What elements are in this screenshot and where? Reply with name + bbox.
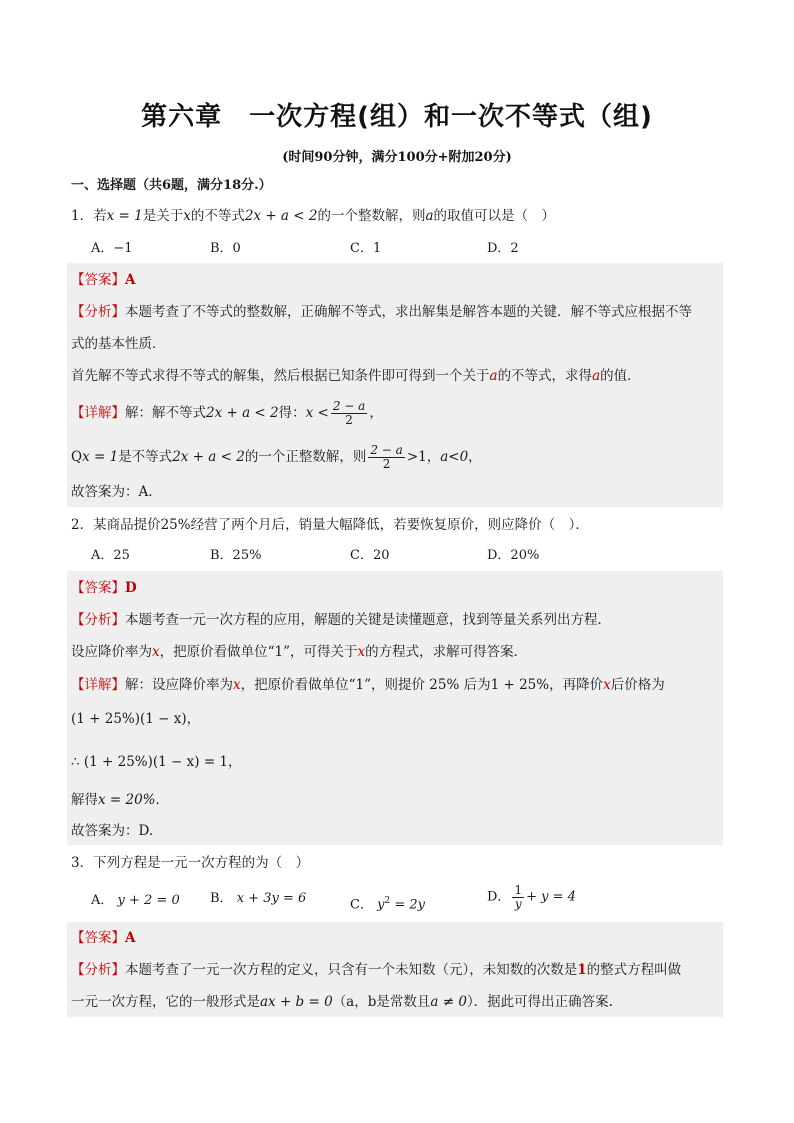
q3-option-c: C． $y^2 = 2y$	[350, 896, 425, 913]
q1-analysis-line-3: 首先解不等式求得不等式的解集，然后根据已知条件即可得到一个关于a的不等式，求得a的值．	[71, 368, 641, 384]
q1-option-b: B．0	[210, 241, 241, 256]
q2-conclusion: 故答案为：D.	[71, 823, 154, 839]
question-1-stem: 1．若x = 1是关于x的不等式2x + a < 2的一个整数解，则a的取值可以是（ ）	[71, 208, 556, 224]
fraction: $\frac{2 - a}{2}$	[370, 443, 403, 471]
q2-answer: 【答案】D	[71, 580, 137, 596]
q2-detail-line-2: (1 + 25%)(1 − x)，	[71, 711, 201, 727]
q2-option-a: A．25	[91, 548, 130, 563]
q1-option-c: C．1	[350, 241, 382, 256]
page-title: 第六章 一次方程(组）和一次不等式（组)	[141, 102, 653, 132]
q2-detail-line-3: ∴ (1 + 25%)(1 − x) = 1，	[71, 754, 242, 770]
question-2-stem: 2．某商品提价25%经营了两个月后，销量大幅降低，若要恢复原价，则应降价（ ）．	[71, 517, 589, 533]
q1-option-d: D．2	[487, 241, 519, 256]
page-subtitle: (时间90分钟，满分100分+附加20分)	[282, 150, 512, 165]
question-3-stem: 3．下列方程是一元一次方程的为（ ）	[71, 855, 310, 871]
q2-analysis-line-2: 设应降价率为x，把原价看做单位“1”，可得关于x的方程式，求解可得答案．	[71, 644, 528, 660]
q2-detail-line-4: 解得x = 20%．	[71, 792, 170, 808]
q1-answer: 【答案】A	[71, 272, 136, 288]
section-heading: 一、选择题（共6题，满分18分.）	[71, 178, 272, 193]
q3-analysis-line-1: 【分析】本题考查了一元一次方程的定义，只含有一个未知数（元），未知数的次数是1的整式方程叫做	[71, 962, 682, 978]
q1-option-a: A．−1	[91, 241, 133, 256]
q1-analysis-line-1: 【分析】本题考查了不等式的整数解，正确解不等式，求出解集是解答本题的关键．解不等式应根据不等	[71, 304, 692, 320]
q3-option-b: B． x + 3y = 6	[210, 891, 307, 906]
q3-analysis-line-2: 一元一次方程，它的一般形式是ax + b = 0（a，b是常数且a ≠ 0）．据此可得出正确答案.	[71, 994, 613, 1010]
fraction: $\frac{1}{y}$	[514, 883, 523, 911]
q3-option-a: A． y + 2 = 0	[91, 893, 180, 908]
q1-conclusion: 故答案为：A.	[71, 484, 153, 500]
q2-analysis-line-1: 【分析】本题考查一元一次方程的应用，解题的关键是读懂题意，找到等量关系列出方程．	[71, 612, 611, 628]
q2-option-b: B．25%	[210, 548, 262, 563]
q1-detail-line-2: Qx = 1是不等式2x + a < 2的一个正整数解，则 $\frac{2 - a}{2}$ >1，a<0，	[71, 443, 482, 471]
q2-option-d: D．20%	[487, 548, 540, 563]
q2-option-c: C．20	[350, 548, 390, 563]
q3-answer: 【答案】A	[71, 930, 136, 946]
fraction: $\frac{2 - a}{2}$	[332, 399, 366, 427]
q1-detail-line-1: 【详解】解：解不等式2x + a < 2得：x < $\frac{2 - a}{2}$ ，	[71, 399, 383, 427]
q1-analysis-line-2: 式的基本性质．	[71, 336, 166, 352]
q2-detail-line-1: 【详解】解：设应降价率为x，把原价看做单位“1”，则提价 25% 后为1 + 25%，再降价x后价格为	[71, 677, 665, 693]
q3-option-d: D． $\frac{1}{y}$ + y = 4	[487, 883, 576, 911]
